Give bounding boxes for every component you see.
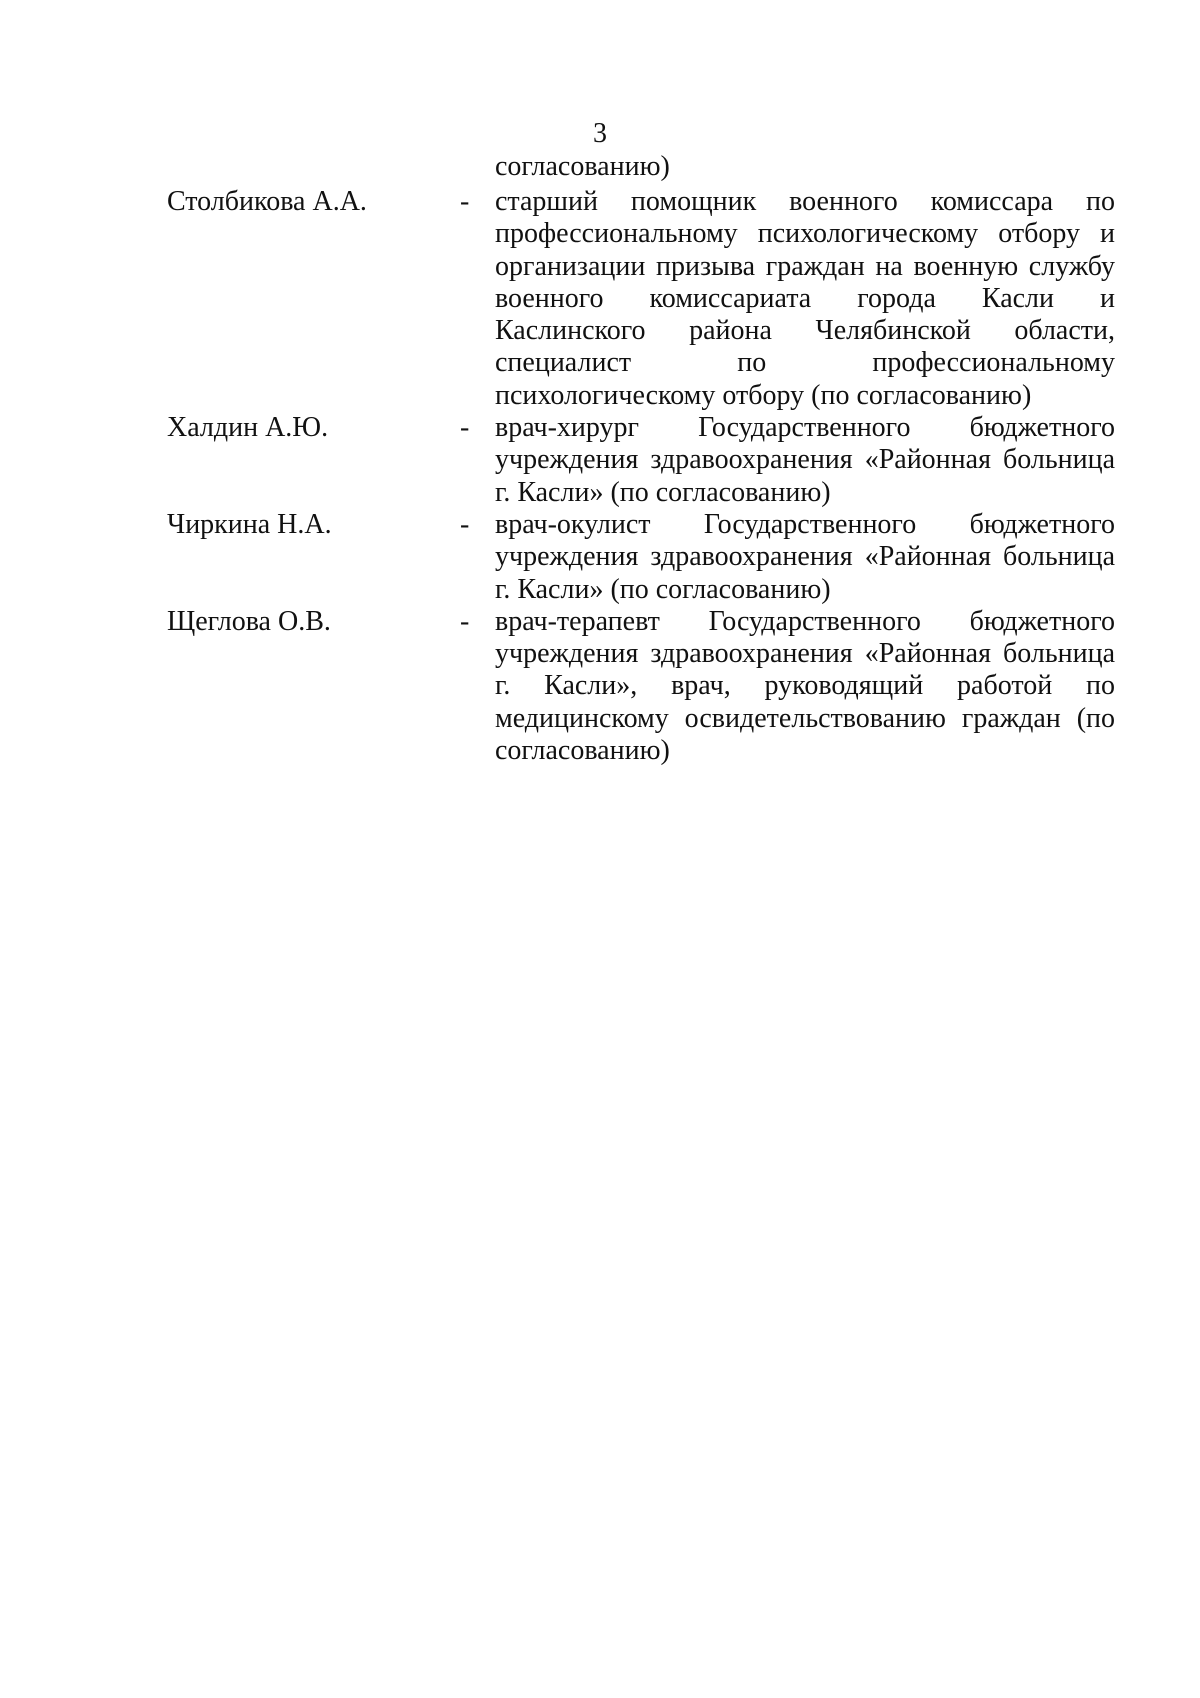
member-dash: -	[460, 508, 470, 540]
member-row	[167, 186, 1115, 412]
member-name: Чиркина Н.А.	[167, 508, 332, 540]
member-description: врач-окулист Государственного бюджетного учреждения здравоохранения «Районная больница г. Касли» (по согласованию)	[495, 508, 1115, 605]
member-list	[167, 186, 1115, 767]
member-dash: -	[460, 186, 470, 217]
member-name: Щеглова О.В.	[167, 605, 331, 637]
member-row	[167, 606, 1115, 767]
member-description: врач-хирург Государственного бюджетного учреждения здравоохранения «Районная больница г. Касли» (по согласованию)	[495, 412, 1115, 508]
member-row	[167, 509, 1115, 606]
member-name: Столбикова А.А.	[167, 186, 367, 217]
page-number: 3	[593, 118, 607, 149]
member-name: Халдин А.Ю.	[167, 412, 329, 444]
member-description: врач-терапевт Государственного бюджетного учреждения здравоохранения «Районная больница г. Касли», врач, руководящий работой по медицинскому освидетельствованию граждан (по согласованию)	[495, 605, 1115, 767]
continuation-text: согласованию)	[495, 151, 670, 182]
member-description: старший помощник военного комиссара по профессиональному психологическому отбору и организации призыва граждан на военную службу военного комиссариата города Касли и Каслинского района Челябинской области, специалист по профессиональному психологическому отбору (по согласованию)	[495, 186, 1115, 411]
member-dash: -	[460, 412, 470, 444]
member-dash: -	[460, 605, 470, 637]
member-row	[167, 412, 1115, 509]
